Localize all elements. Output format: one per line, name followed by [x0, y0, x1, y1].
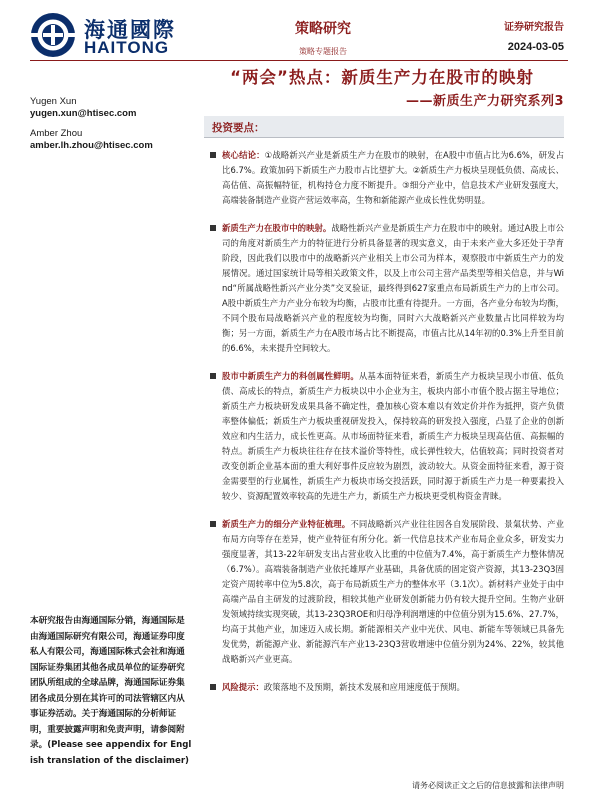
brand-name-en: HAITONG: [84, 38, 170, 57]
point-text: 不同战略新兴产业往往因各自发展阶段、景氣状势、产业布局方向等存在差异，使产业特征有所分化。新一代信息技术产业布局企业众多，研发实力强度显著，其13-22年研发支出占营业收入比重的中位值为7.4%，高于新质生产力整体情况（6.7%）。高端装备制造产业依托雄厚产业基础，具备优质的固定资产资源，其13-23Q3固定资产周转率中位为5.8次，高于布局新质生产力的整体水平（3.1次）。新材料产业处于由中高端产品自主研发的过渡阶段，相较其他产业研发创新能力仍有较大提升空间。生物产业研发领域持续实现突破，其13-23Q3ROE和归母净利润增速的中位值分别为15.6%、27.7%，均高于其他产业，加速迈入成长期。新能源相关产业中光伏、风电、新能车等领域已具备先发优势，新能源产业、新能源汽车产业13-23Q3营收增速中位值分别为24%、22%，较其他战略新兴产业更高。: [222, 519, 565, 664]
point-lead: 新质生产力的细分产业特征梳理。: [222, 519, 351, 529]
point-text: 战略性新兴产业是新质生产力在股市中的映射。通过A股上市公司的角度对新质生产力的特征进行分析具备显著的现实意义，由于未来产业大多还处于孕育阶段，因此我们以股市中的战略新兴产业相关上市公司为样本，观察股市中新质生产力的发展情况。通过国家统计局等相关政策文件，以及上市公司主营产品类型等相关信息，并与Wind“所属战略性新兴产业分类”交叉验证，最终得到627家重点布局新质生产力的上市公司。A股中新质生产力产业分布较为均衡，占股市比重有待提升。一方面，各产业分布较为均衡，不同个股布局战略新兴产业的程度较为均衡，同时六大战略新兴产业数量占比同样较为均衡；另一方面，新质生产力在A股市场占比不断提高，市值占比从14年初的0.3%上升至目前的6.6%，未来提升空间较大。: [222, 223, 565, 353]
subcategory-label: 策略专题报告: [299, 47, 347, 56]
point-subindustry-features: [208, 517, 564, 667]
category-label: 策略研究: [295, 21, 351, 37]
haitong-logo: [30, 12, 205, 58]
point-text: 政策落地不及预期，新技术发展和应用速度低于预期。: [263, 682, 465, 692]
point-innovation-attributes: [208, 369, 564, 504]
investment-points-header: [204, 116, 564, 138]
analyst-1: [30, 96, 136, 120]
brand-name-cn: 海通國際: [84, 18, 176, 42]
bullet-icon: [210, 152, 216, 158]
point-lead: 核心结论：: [222, 150, 265, 160]
disclaimer: 本研究报告由海通国际分销，海通国际是由海通国际研究有限公司，海通证券印度私人有限公司，海通国际株式会社和海通国际证券集团其他各成员单位的证券研究团队所组成的全球品牌，海通国际证券集团各成员分别在其许可的司法管辖区内从事证券活动。关于海通国际的分析师证明，重要披露声明和免责声明，请参阅附录。(Please see appendix for English translation of the disclaimer): [30, 616, 192, 766]
analyst-name: Amber Zhou: [30, 128, 83, 139]
investment-points-heading: 投资要点：: [212, 122, 265, 134]
bullet-icon: [210, 521, 216, 527]
report-date: 2024-03-05: [507, 41, 564, 53]
point-core-conclusion: [208, 148, 564, 208]
analyst-email[interactable]: yugen.xun@htisec.com: [30, 108, 137, 119]
report-category: [268, 18, 378, 57]
point-risk-warning: [208, 680, 564, 695]
point-text: ①战略新兴产业是新质生产力在股市的映射，在A股中市值占比为6.6%，研发占比6.7%。政策加码下新质生产力股市占比望扩大。②新质生产力板块呈现低负债、高成长、高估值、高振幅特征，机构持仓力度不断提升。③细分产业中，信息技术产业研发强度大，高端装备制造产业资产营运效率高，生物和新能源产业成长性优势明显。: [222, 150, 565, 205]
footer-notice: 请务必阅读正文之后的信息披露和法律声明: [412, 781, 564, 790]
header-divider: [30, 60, 568, 61]
point-text: 从基本面特征来看，新质生产力板块呈现小市值、低负债、高成长的特点，新质生产力板块以中小企业为主，板块内部小市值个股占据主导地位；新质生产力板块研发成果具备不确定性，叠加核心资本难以有效定价并作为抵押，资产负债率整体偏低；新质生产力板块重视研发投入，保持较高的研发投入强度，凸显了企业的创新效应和内生活力，成长性更高。从市场面特征来看，新质生产力板块呈现高估值、高振幅的特点。新质生产力板块往往存在技术溢价等特性，成长弹性较大，估值较高；同时投资者对改变创新企业基本面的重大利好事件反应较为剧烈，波动较大。从资金面特征来看，源于资金需要型的行业属性，新质生产力板块市场交投活跃，同时源于新质生产力是一种要素投入较少、资源配置效率较高的先进生产力，新质生产力板块更受机构资金青睐。: [222, 371, 565, 501]
report-type: 证券研究报告: [504, 22, 564, 33]
report-subtitle: ——新质生产力研究系列3: [405, 94, 564, 109]
investment-points-body: [208, 148, 564, 695]
bullet-icon: [210, 225, 216, 231]
point-lead: 新质生产力在股市中的映射。: [222, 223, 332, 233]
point-market-mapping: [208, 221, 564, 356]
point-lead: 风险提示：: [222, 682, 264, 692]
bullet-icon: [210, 373, 216, 379]
analyst-email[interactable]: amber.lh.zhou@htisec.com: [30, 140, 153, 151]
point-lead: 股市中新质生产力的科创属性鲜明。: [222, 371, 359, 381]
haitong-emblem-icon: [30, 12, 76, 58]
bullet-icon: [210, 684, 216, 690]
analyst-2: [30, 128, 153, 152]
report-meta: [504, 18, 564, 53]
report-title: “两会”热点：新质生产力在股市的映射: [230, 68, 534, 87]
analyst-name: Yugen Xun: [30, 96, 77, 107]
